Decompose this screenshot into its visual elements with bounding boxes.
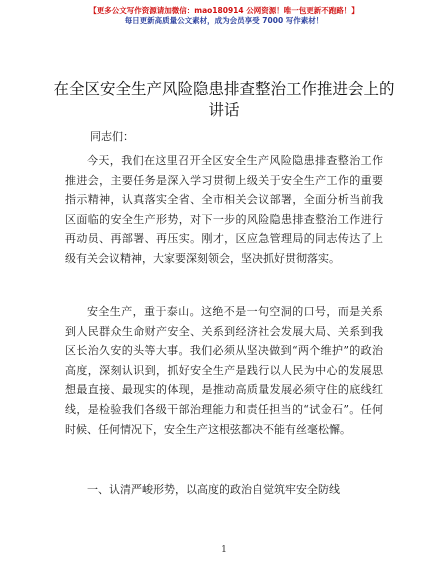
- paragraph-opening: 今天，我们在这里召开全区安全生产风险隐患排查整治工作推进会，主要任务是深入学习贯彻上级关于安全生产工作的重要指示精神，认真落实全省、全市相关会议部署，全面分析当前我区面临的安全生产形势，对下一步的风险隐患排查整治工作进行再动员、再部署、再压实。刚才，区应急管理局的同志传达了上级有关会议精神，大家要深刻领会，坚决抓好贯彻落实。: [65, 154, 383, 265]
- promo-banner: [0, 6, 448, 26]
- paragraph-safety-importance: 安全生产，重于泰山。这绝不是一句空洞的口号，而是关系到人民群众生命财产安全、关系到经济社会发展大局、关系到我区长治久安的头等大事。我们必须从坚决做到“两个维护”的政治高度，深刻认识到，抓好安全生产是践行以人民为中心的发展思想最直接、最现实的体现，是推动高质量发展必须守住的底线红线，是检验我们各级干部治理能力和责任担当的“试金石”。任何时候、任何情况下，安全生产这根弦都决不能有丝毫松懈。: [65, 305, 383, 436]
- page-number: 1: [221, 545, 227, 555]
- document-title: 在全区安全生产风险隐患排查整治工作推进会上的讲话: [53, 80, 395, 119]
- promo-banner-line-1: 【更多公文写作资源请加微信：mao180914 公网资源！唯一包更新不跑路！】: [89, 6, 359, 15]
- promo-banner-line-2: 每日更新高质量公文素材，成为会员享受 7000 写作素材！: [124, 16, 324, 25]
- section-heading-1: 一、认清严峻形势，以高度的政治自觉筑牢安全防线: [87, 483, 340, 496]
- salutation: 同志们：: [90, 130, 134, 143]
